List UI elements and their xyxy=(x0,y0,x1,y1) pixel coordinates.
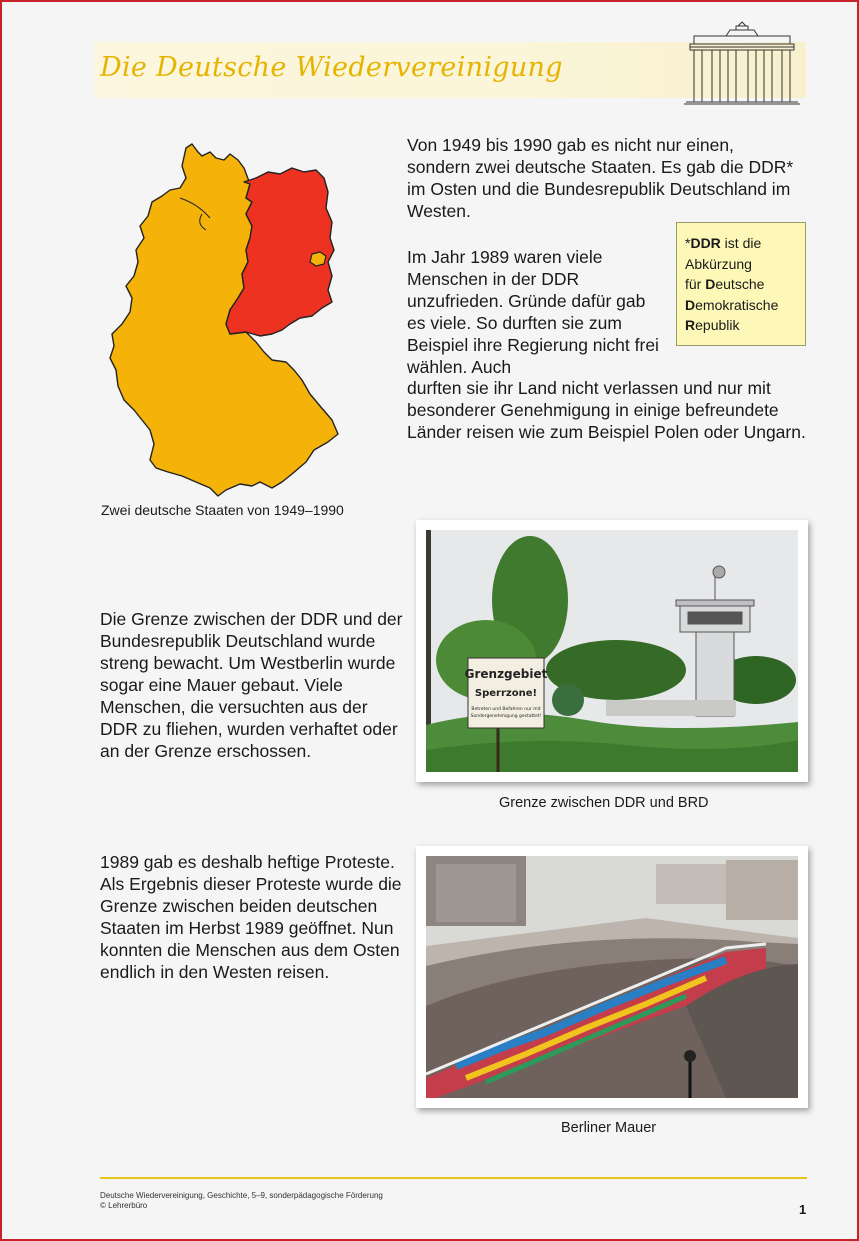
paragraph-protests: 1989 gab es deshalb heftige Proteste. Als Ergebnis dieser Proteste wurde die Grenze zwischen beiden deutschen Staaten im Herbst 1989 geöffnet. Nun konnten die Menschen aus dem Osten endlich in den Westen reisen. xyxy=(100,852,402,982)
germany-map xyxy=(106,138,342,500)
svg-text:Betreten und Befahren nur mit: Betreten und Befahren nur mit xyxy=(471,707,541,712)
paragraph-reasons-part2: durften sie ihr Land nicht verlassen und nur mit besonderer Genehmigung in einige befreundete Länder reisen wie zum Beispiel Polen oder Ungarn. xyxy=(407,378,806,442)
paragraph-border: Die Grenze zwischen der DDR und der Bundesrepublik Deutschland wurde streng bewacht. Um Westberlin wurde sogar eine Mauer gebaut. Viele Menschen, die versuchten aus der DDR zu fliehen, wurden verhaftet oder an der Grenze erschossen. xyxy=(100,609,403,761)
brandenburg-gate-icon xyxy=(682,16,802,106)
west-berlin-enclave xyxy=(310,252,326,266)
svg-text:Sperrzone!: Sperrzone! xyxy=(474,688,538,699)
svg-text:Grenzgebiet: Grenzgebiet xyxy=(464,667,548,681)
paragraph-reasons-part1: Im Jahr 1989 waren viele Menschen in der DDR unzufrieden. Gründe dafür gab es viele. So durften sie zum Beispiel ihre Regierung nicht frei wählen. Auch xyxy=(407,247,659,377)
berlin-wall-photo-caption: Berliner Mauer xyxy=(561,1120,657,1136)
border-photo-caption: Grenze zwischen DDR und BRD xyxy=(499,795,709,811)
border-photo xyxy=(416,520,808,782)
ddr-footnote-box: *DDR ist die Abkürzung für Deutsche Demokratische Republik xyxy=(676,222,806,346)
svg-text:Sondergenehmigung gestattet!: Sondergenehmigung gestattet! xyxy=(470,714,542,719)
footer-divider xyxy=(100,1177,807,1179)
map-caption: Zwei deutsche Staaten von 1949–1990 xyxy=(101,502,344,518)
paragraph-intro: Von 1949 bis 1990 gab es nicht nur einen, sondern zwei deutsche Staaten. Es gab die DDR* im Osten und die Bundesrepublik Deutschland im Westen. xyxy=(407,135,794,221)
footer-credits: Deutsche Wiedervereinigung, Geschichte, 5–9, sonderpädagogische Förderung © Lehrerbüro xyxy=(100,1191,383,1210)
page-number: 1 xyxy=(799,1202,807,1217)
page-title: Die Deutsche Wiedervereinigung xyxy=(100,52,563,83)
berlin-wall-photo xyxy=(416,846,808,1108)
